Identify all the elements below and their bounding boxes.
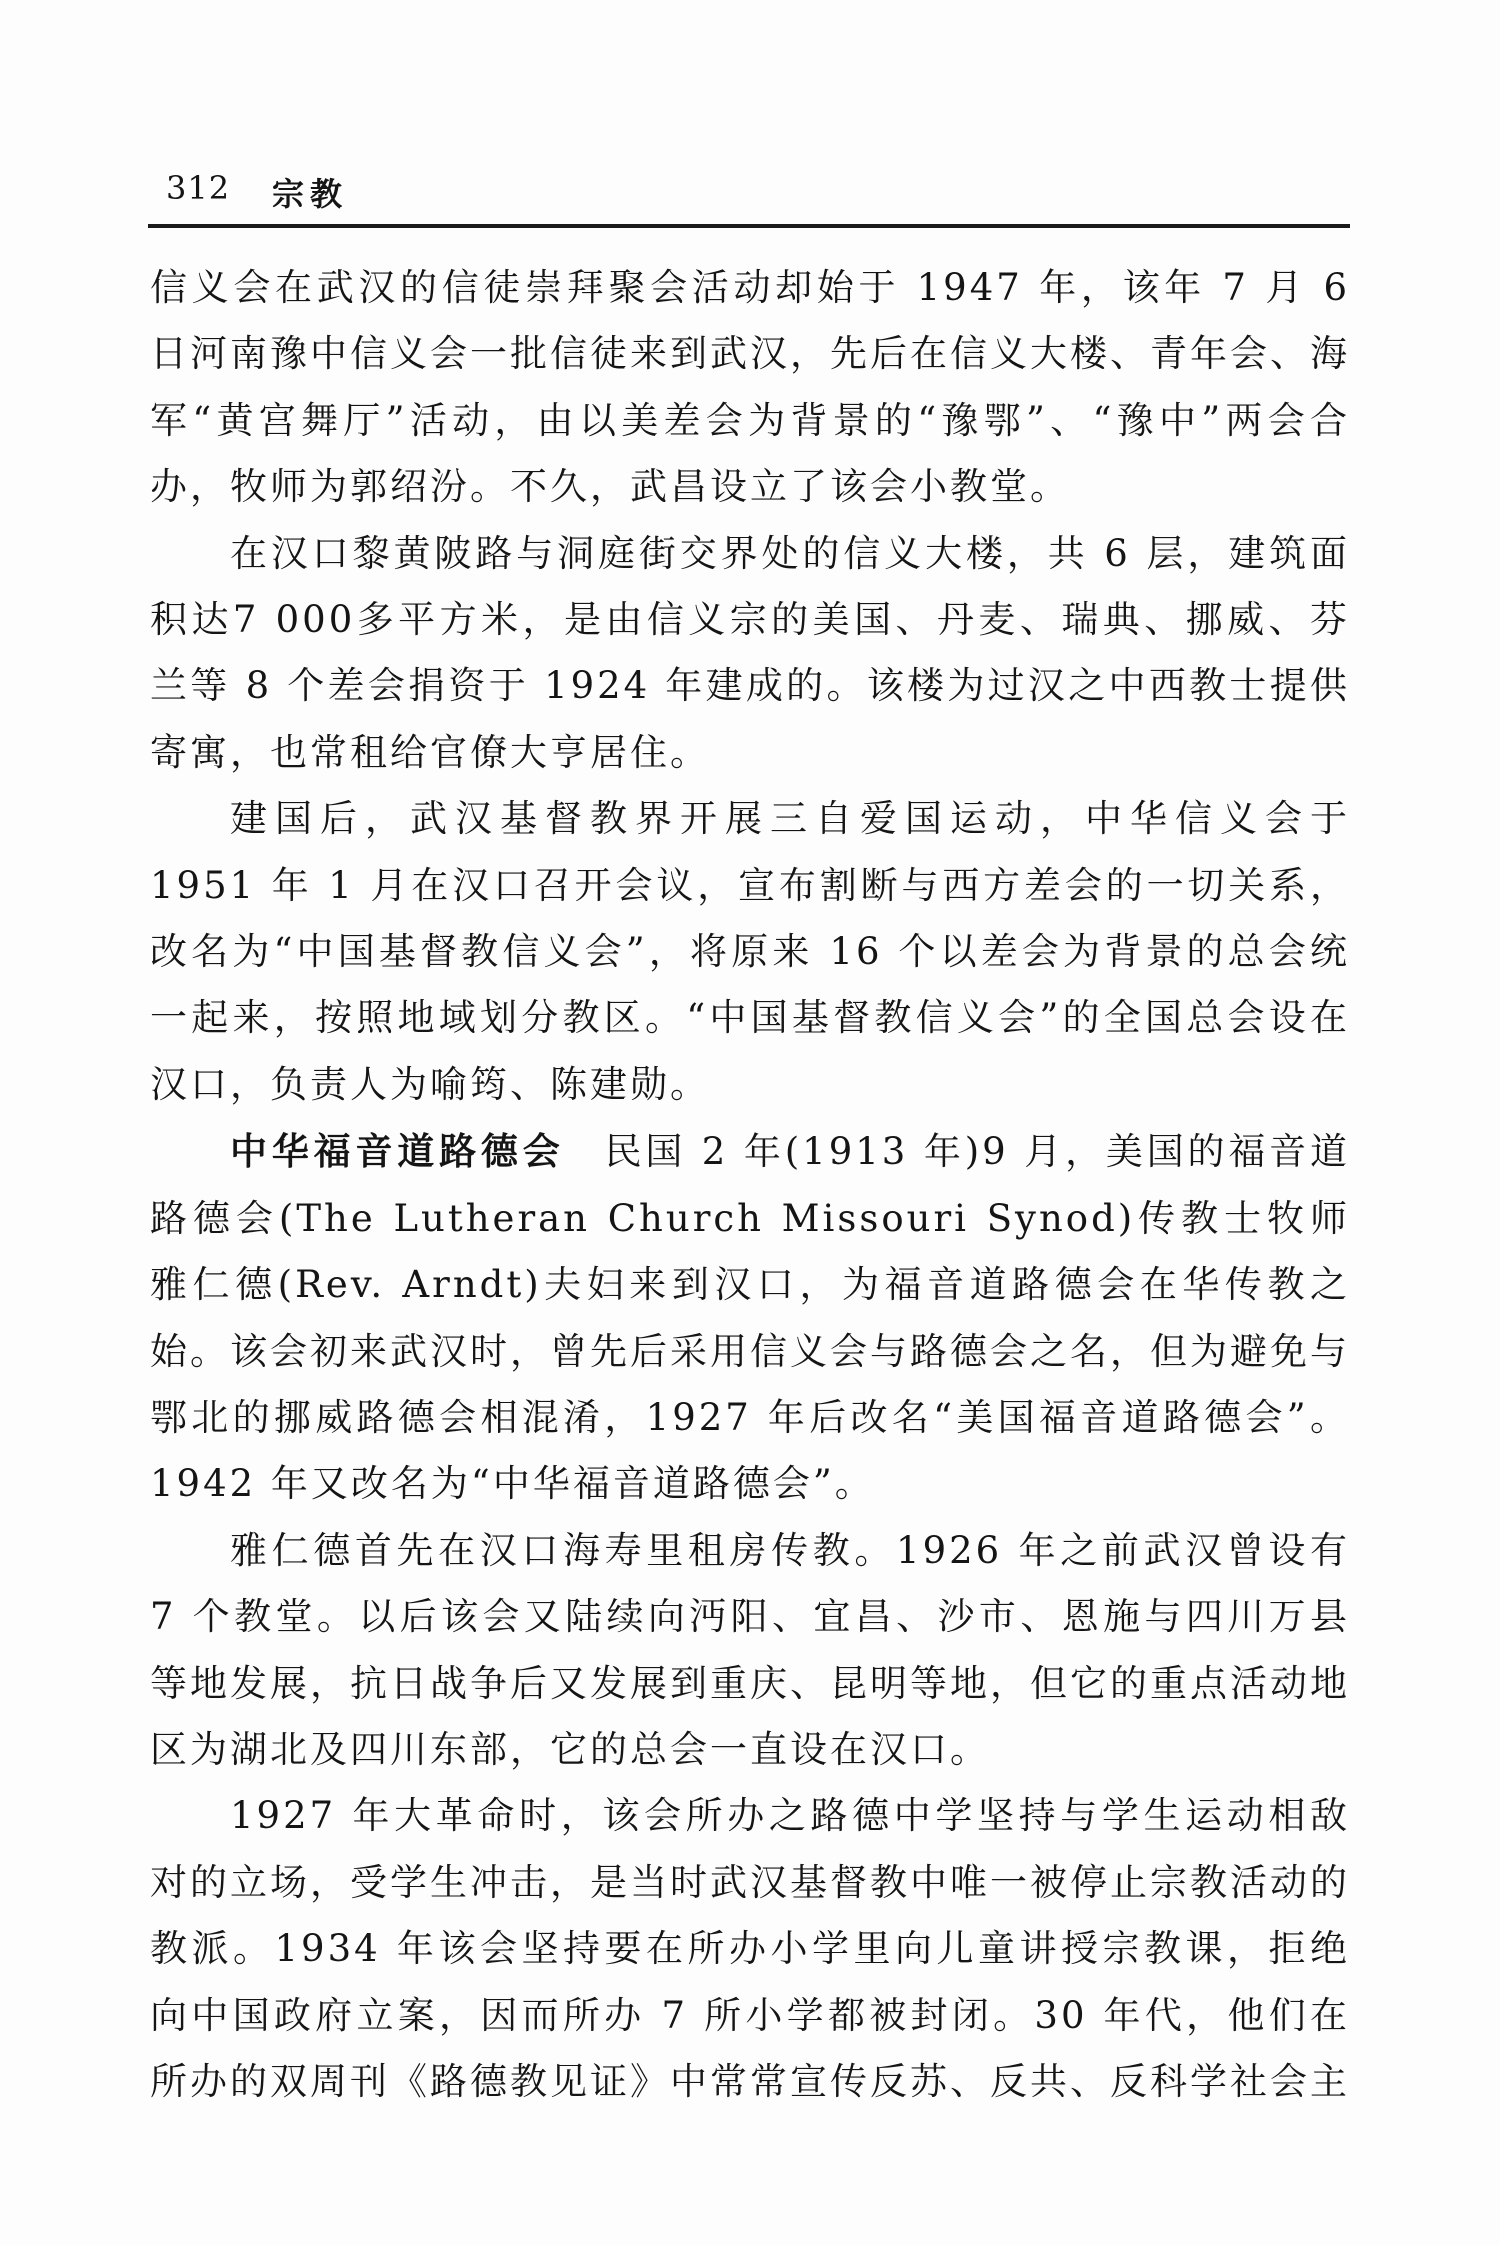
page-header <box>150 165 1350 225</box>
paragraph-2: 在汉口黎黄陂路与洞庭街交界处的信义大楼，共 6 层，建筑面积达7 000多平方米，是由信义宗的美国、丹麦、瑞典、挪威、芬兰等 8 个差会捐资于 1924 年建成的。该楼为过汉之中西教士提供寄寓，也常租给官僚大亨居住。 <box>150 531 1350 774</box>
paragraph-4 <box>150 1118 1350 1517</box>
paragraph-3: 建国后，武汉基督教界开展三自爱国运动，中华信义会于 1951 年 1 月在汉口召开会议，宣布割断与西方差会的一切关系，改名为“中国基督教信义会”，将原来 16 个以差会为背景的总会统一起来，按照地域划分教区。“中国基督教信义会”的全国总会设在汉口，负责人为喻筠、陈建勋。 <box>150 797 1350 1106</box>
page-number: 312 <box>166 169 231 207</box>
running-head: 宗教 <box>272 175 349 213</box>
paragraph-5: 雅仁德首先在汉口海寿里租房传教。1926 年之前武汉曾设有 7 个教堂。以后该会又陆续向沔阳、宜昌、沙市、恩施与四川万县等地发展，抗日战争后又发展到重庆、昆明等地，但它的重点活动地区为湖北及四川东部，它的总会一直设在汉口。 <box>150 1528 1350 1771</box>
header-rule <box>148 224 1350 228</box>
section-heading: 中华福音道路德会 <box>230 1129 565 1174</box>
paragraph-6: 1927 年大革命时，该会所办之路德中学坚持与学生运动相敌对的立场，受学生冲击，是当时武汉基督教中唯一被停止宗教活动的教派。1934 年该会坚持要在所办小学里向儿童讲授宗教课，拒绝向中国政府立案，因而所办 7 所小学都被封闭。30 年代，他们在所办的双周刊《路德教见证》中常常宣传反苏、反共、反科学社会主 <box>150 1794 1350 2103</box>
body-text <box>150 255 1350 2115</box>
paragraph-4-text: 民国 2 年(1913 年)9 月，美国的福音道路德会(The Lutheran Church Missouri Synod)传教士牧师雅仁德(Rev. Arndt)夫妇来到汉口，为福音道路德会在华传教之始。该会初来武汉时，曾先后采用信义会与路德会之名，但为避免与鄂北的挪威路德会相混淆，1927 年后改名“美国福音道路德会”。1942 年又改名为“中华福音道路德会”。 <box>150 1130 1350 1506</box>
paragraph-1: 信义会在武汉的信徒崇拜聚会活动却始于 1947 年，该年 7 月 6 日河南豫中信义会一批信徒来到武汉，先后在信义大楼、青年会、海军“黄宫舞厅”活动，由以美差会为背景的“豫鄂”、“豫中”两会合办，牧师为郭绍汾。不久，武昌设立了该会小教堂。 <box>150 266 1350 509</box>
